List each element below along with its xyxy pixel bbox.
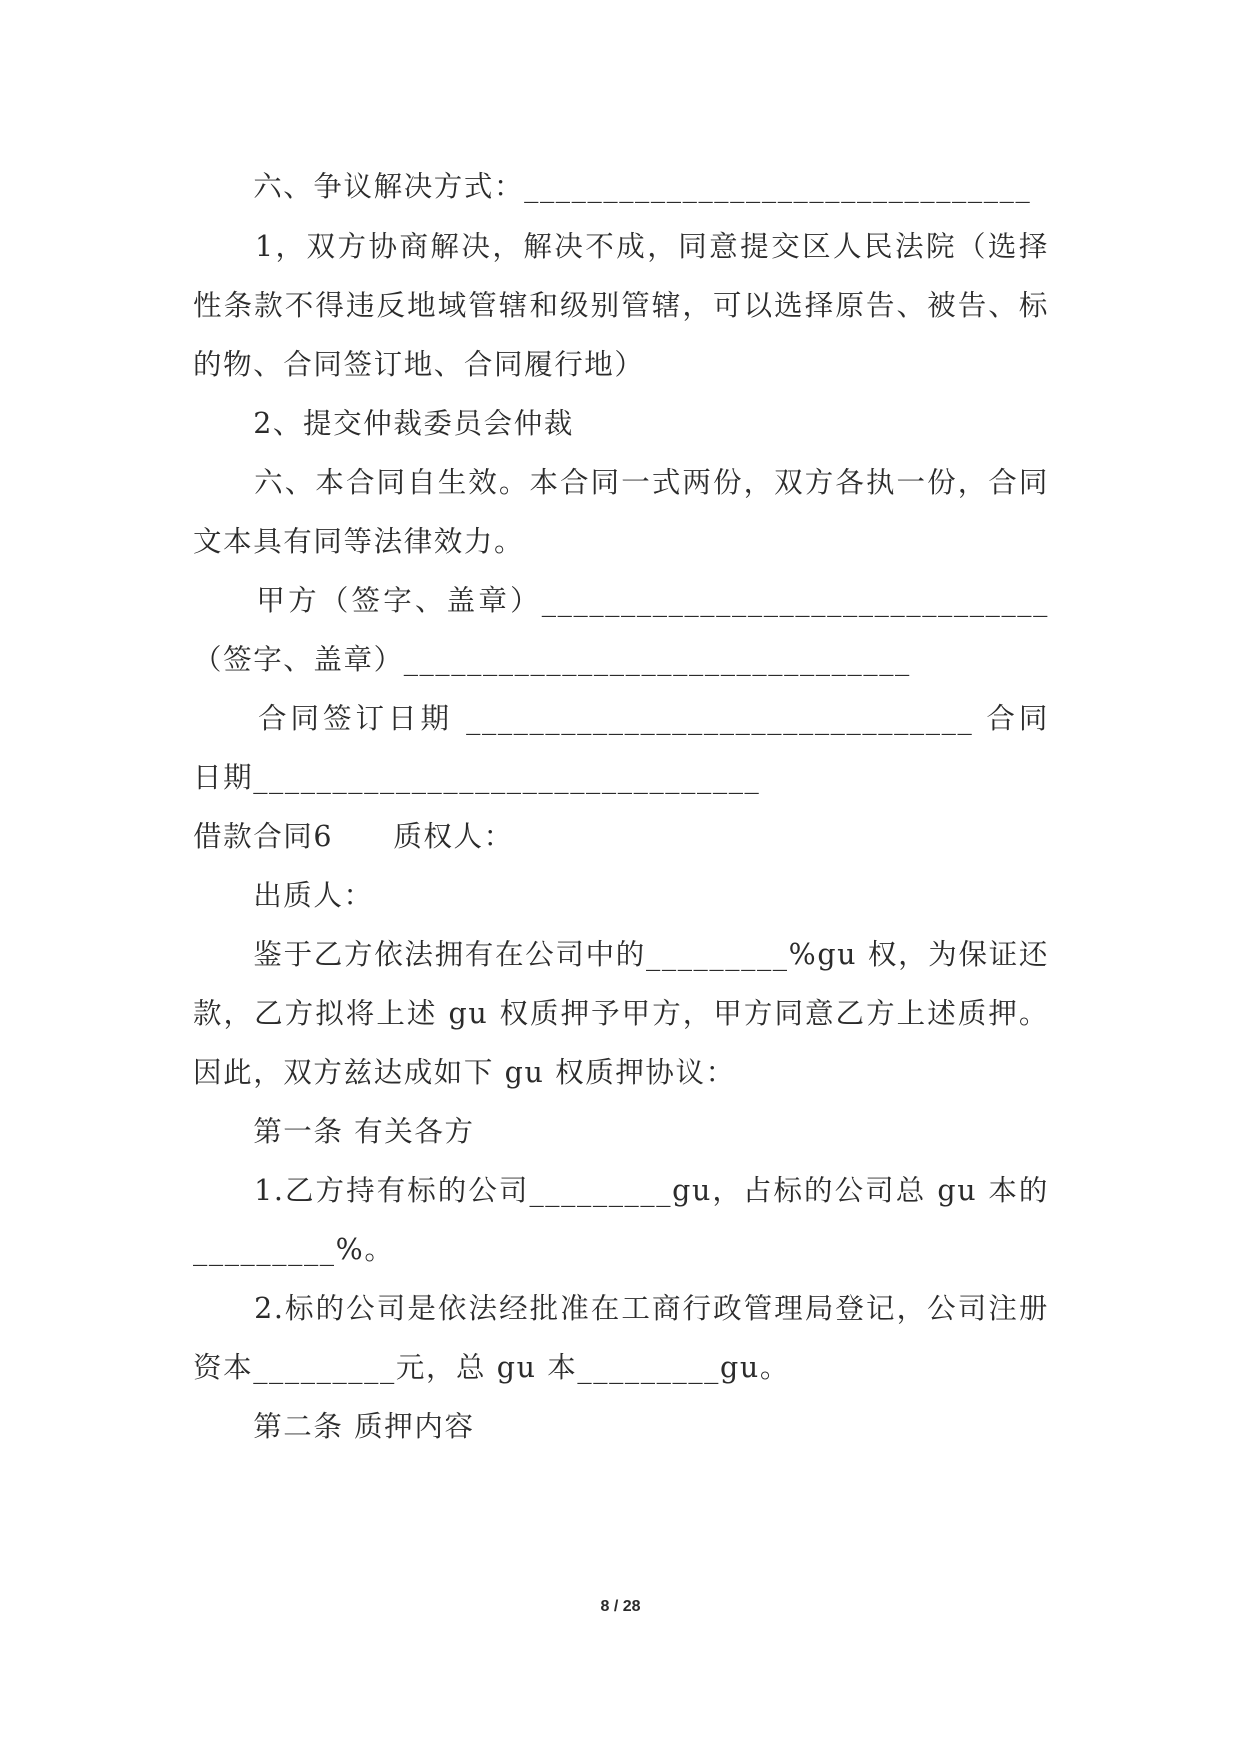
text-line-party-a-signature: 甲方（签字、盖章）________________________________ xyxy=(256,584,1049,617)
text-line-signing-date: 合同签订日期 ________________________________ 合同 xyxy=(258,702,1049,735)
text-line-dispute-option-1-cont: 性条款不得违反地域管辖和级别管辖，可以选择原告、被告、标 xyxy=(193,289,1049,322)
text-line-article-1-heading: 第一条 有关各方 xyxy=(193,1115,475,1148)
text-line-whereas: 鉴于乙方依法拥有在公司中的_________%gu 权，为保证还 xyxy=(193,938,1049,971)
text-line-article-2-heading: 第二条 质押内容 xyxy=(193,1410,475,1443)
text-line-article-1-item-2-cont: 资本_________元，总 gu 本_________gu。 xyxy=(193,1351,790,1384)
text-line-article-1-item-1-cont: _________%。 xyxy=(193,1233,395,1266)
text-line-dispute-option-1: 1，双方协商解决，解决不成，同意提交区人民法院（选择 xyxy=(193,230,1049,263)
text-line-dispute-option-1-end: 的物、合同签订地、合同履行地） xyxy=(193,348,645,381)
text-line-party-b-signature: （签字、盖章）________________________________ xyxy=(193,643,911,676)
text-line-dispute-option-2: 2、提交仲裁委员会仲裁 xyxy=(193,407,574,440)
text-line-article-1-item-2: 2.标的公司是依法经批准在工商行政管理局登记，公司注册 xyxy=(193,1292,1049,1325)
text-line-dispute-heading: 六、争议解决方式：________________________________ xyxy=(193,170,1032,203)
text-line-pledgor: 出质人： xyxy=(193,879,374,912)
text-line-whereas-end: 因此，双方兹达成如下 gu 权质押协议： xyxy=(193,1056,736,1089)
text-line-effectiveness: 六、本合同自生效。本合同一式两份，双方各执一份，合同 xyxy=(193,466,1049,499)
text-line-article-1-item-1: 1.乙方持有标的公司_________gu，占标的公司总 gu 本的 xyxy=(193,1174,1049,1207)
text-line-whereas-cont: 款，乙方拟将上述 gu 权质押予甲方，甲方同意乙方上述质押。 xyxy=(193,997,1049,1030)
text-line-effectiveness-cont: 文本具有同等法律效力。 xyxy=(193,525,525,558)
page-number: 8 / 28 xyxy=(600,1598,641,1615)
text-line-contract-6-pledgee: 借款合同6 质权人： xyxy=(193,820,514,853)
text-line-signing-date-cont: 日期________________________________ xyxy=(193,761,761,794)
